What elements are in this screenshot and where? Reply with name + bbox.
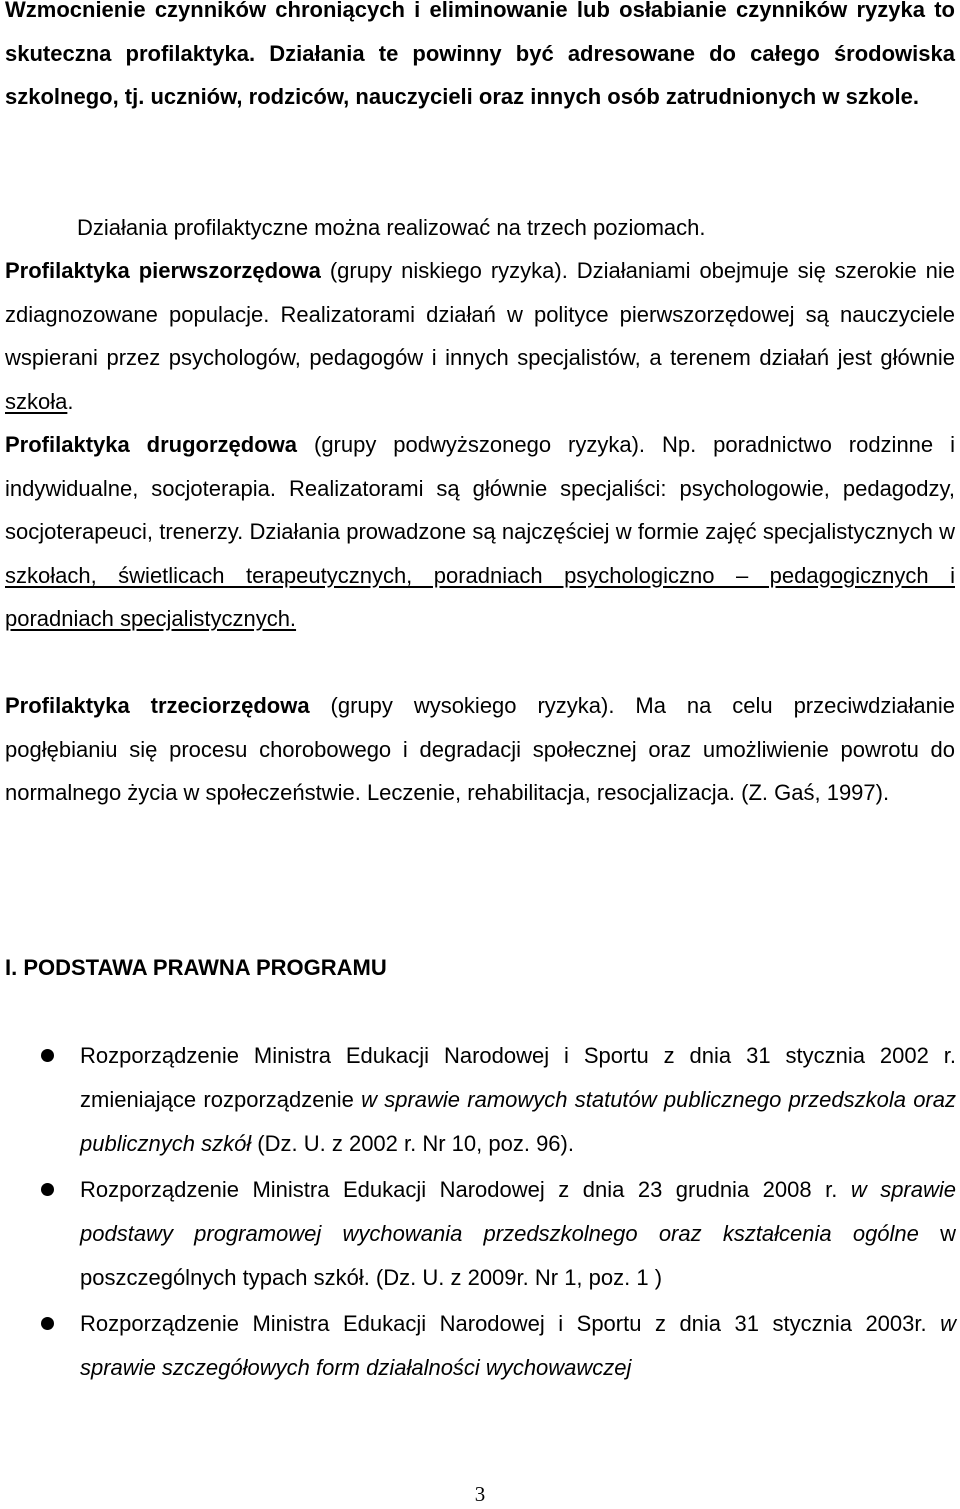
tertiary-prevention-text: (grupy wysokiego ryzyka). Ma na celu przeciwdziałanie pogłębianiu się procesu chorobowego i degradacji społecznej oraz umożliwienie powrotu do normalnego życia w społeczeństwie. Leczenie, rehabilitacja, resocjalizacja. (Z. Gaś, 1997). <box>5 693 955 805</box>
tertiary-prevention-title: Profilaktyka trzeciorzędowa <box>5 693 310 718</box>
primary-prevention-title: Profilaktyka pierwszorzędowa <box>5 258 321 283</box>
intro-paragraph-2 <box>5 206 955 250</box>
bullet-icon <box>41 1183 54 1196</box>
intro-bold-text: Wzmocnienie czynników chroniących i eliminowanie lub osłabianie czynników ryzyka to skuteczna profilaktyka. Działania te powinny być adresowane do całego środowiska szkolnego, tj. uczniów, rodziców, nauczycieli oraz innych osób zatrudnionych w szkole. <box>5 0 955 109</box>
legal-act-citation: (Dz. U. z 2002 r. Nr 10, poz. 96). <box>251 1131 574 1156</box>
legal-act-citation: w poszczególnych typach szkół. (Dz. U. z 2009r. Nr 1, poz. 1 ) <box>80 1221 956 1290</box>
primary-prevention-text: (grupy niskiego ryzyka). Działaniami obejmuje się szerokie nie zdiagnozowane populacje. Realizatorami działań w polityce pierwszorzędowej są nauczyciele wspierani przez psychologów, pedagogów i innych specjalistów, a terenem działań jest głównie <box>5 258 956 370</box>
legal-act-item <box>80 1034 956 1166</box>
primary-prevention-end: . <box>67 388 74 414</box>
primary-prevention-paragraph <box>5 249 955 423</box>
legal-act-text: Rozporządzenie Ministra Edukacji Narodowej i Sportu z dnia 31 stycznia 2002 r. zmieniające rozporządzenie <box>80 1043 956 1112</box>
levels-sentence: Działania profilaktyczne można realizować na trzech poziomach. <box>77 215 706 240</box>
legal-act-item <box>80 1168 956 1300</box>
legal-acts-list <box>80 1034 956 1390</box>
page-number: 3 <box>474 1482 486 1506</box>
section-heading: I. PODSTAWA PRAWNA PROGRAMU <box>5 955 387 980</box>
bullet-icon <box>41 1049 54 1062</box>
secondary-prevention-text: (grupy podwyższonego ryzyka). Np. poradnictwo rodzinne i indywidualne, socjoterapia. Realizatorami są głównie specjaliści: psychologowie, pedagodzy, socjoterapeuci, trenerzy. Działania prowadzone są najczęściej w formie zajęć specjalistycznych w <box>5 432 955 544</box>
school-underlined: szkoła <box>5 388 68 414</box>
institutions-underlined: szkołach, świetlicach terapeutycznych, poradniach psychologiczno – pedagogicznych i poradniach specjalistycznych. <box>5 562 955 631</box>
legal-act-item <box>80 1302 956 1390</box>
legal-act-text: Rozporządzenie Ministra Edukacji Narodowej i Sportu z dnia 31 stycznia 2003r. <box>80 1311 941 1336</box>
bullet-icon <box>41 1317 54 1330</box>
legal-act-title: w sprawie szczegółowych form działalności wychowawczej <box>80 1311 956 1380</box>
secondary-prevention-title: Profilaktyka drugorzędowa <box>5 432 298 457</box>
tertiary-prevention-paragraph <box>5 684 955 815</box>
secondary-prevention-paragraph <box>5 423 955 641</box>
legal-act-title: w sprawie podstawy programowej wychowania przedszkolnego oraz kształcenia ogólne <box>80 1177 956 1246</box>
legal-act-title: w sprawie ramowych statutów publicznego przedszkola oraz publicznych szkół <box>80 1087 956 1156</box>
intro-paragraph-1 <box>5 0 955 119</box>
legal-act-text: Rozporządzenie Ministra Edukacji Narodowej z dnia 23 grudnia 2008 r. <box>80 1177 851 1202</box>
